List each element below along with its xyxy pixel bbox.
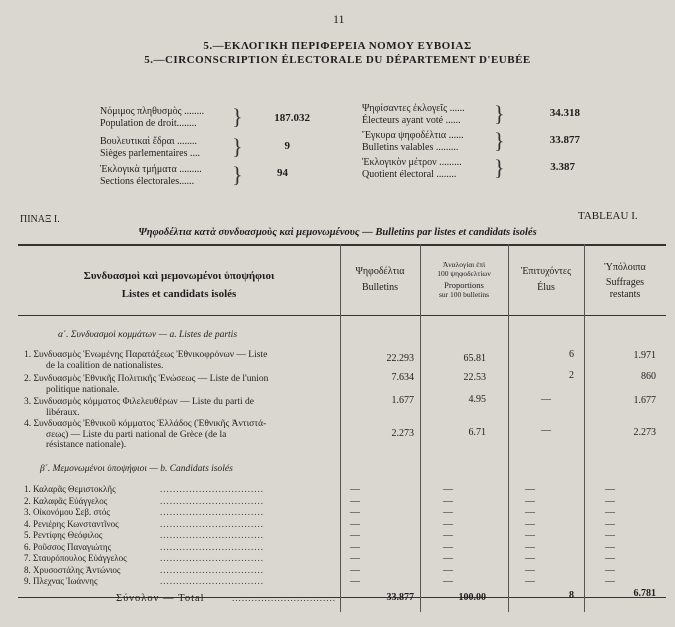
table-label-french: TABLEAU I. [578, 210, 638, 222]
empty-cell-dash: — [605, 507, 615, 518]
party-remaining: 2.273 [633, 427, 656, 438]
header-remaining [584, 262, 666, 301]
empty-cell-dash: — [443, 484, 453, 495]
party-remaining: 1.971 [633, 350, 656, 361]
header-proportions-gr1: Ἀναλογίαι ἐπὶ [442, 260, 486, 269]
header-remaining-fr1: Suffrages [605, 277, 645, 288]
header-elected-gr: Ἐπιτυχόντες [520, 266, 572, 277]
brace-icon: } [494, 101, 505, 126]
header-proportions [420, 260, 508, 299]
header-proportions-fr1: Proportions [444, 280, 484, 290]
table-title: Ψηφοδέλτια κατὰ συνδυασμοὺς καὶ μεμονωμένους — Bulletins par listes et candidats isolés [138, 227, 537, 238]
summary-seats-gr: Βουλευτικαὶ ἕδραι ........ [100, 136, 198, 147]
party-line: libéraux. [46, 407, 80, 418]
empty-cell-dash: — [443, 519, 453, 530]
summary-voters-gr: Ψηφίσαντες ἐκλογεῖς ...... [362, 103, 465, 114]
candidate-name: 6. Ροῦσσος Παναγιώτης [24, 542, 112, 552]
candidate-name: 3. Οἰκονόμου Σεβ. στός [24, 507, 110, 517]
empty-cell-dash: — [605, 519, 615, 530]
empty-cell-dash: — [605, 565, 615, 576]
summary-valid-label [362, 130, 464, 154]
party-elected: 6 [569, 349, 574, 360]
empty-cell-dash: — [350, 484, 360, 495]
summary-sections-gr: Ἐκλογικὰ τμήματα ......... [100, 164, 202, 175]
table-top-rule [18, 244, 666, 246]
party-elected: 2 [569, 370, 574, 381]
leader-dots: ................................ [160, 553, 264, 563]
party-bulletins: 1.677 [391, 395, 414, 406]
empty-cell-dash: — [350, 542, 360, 553]
empty-cell-dash: — [525, 565, 535, 576]
party-bulletins: 22.293 [386, 353, 414, 364]
header-bulletins-gr: Ψηφοδέλτια [355, 266, 405, 277]
empty-cell-dash: — [443, 542, 453, 553]
leader-dots: ................................ [160, 530, 264, 540]
party-line: σεως) — Liste du parti national de Grèce (de la [46, 429, 227, 440]
header-bulletins-fr: Bulletins [361, 282, 399, 293]
empty-cell-dash: — [605, 553, 615, 564]
total-dots: ................................ [232, 593, 336, 603]
summary-quotient-gr: Ἐκλογικὸν μέτρον ......... [362, 157, 462, 168]
empty-cell-dash: — [525, 542, 535, 553]
candidate-name: 7. Σταυρόπουλος Εὐάγγελος [24, 553, 127, 563]
brace-icon: } [232, 162, 243, 187]
party-line: 2. Συνδυασμὸς Ἐθνικῆς Πολιτικῆς Ἑνώσεως — Liste de l'union [24, 374, 269, 384]
empty-cell-dash: — [443, 507, 453, 518]
header-lists-fr: Listes et candidats isolés [121, 288, 237, 300]
summary-valid-gr: Ἔγκυρα ψηφοδέλτια ...... [362, 130, 464, 141]
total-proportion: 100.00 [458, 592, 486, 603]
empty-cell-dash: — [443, 553, 453, 564]
empty-cell-dash: — [443, 576, 453, 587]
empty-cell-dash: — [525, 519, 535, 530]
title-french: 5.—CIRCONSCRIPTION ÉLECTORALE DU DÉPARTEMENT D'EUBÉE [144, 54, 531, 66]
summary-seats-label [100, 136, 200, 160]
total-label: Σύνολον — Total [116, 593, 205, 604]
header-proportions-gr2: 100 ψηφοδελτίων [437, 269, 491, 278]
summary-population-label [100, 106, 204, 130]
brace-icon: } [232, 134, 243, 159]
summary-voters-value: 34.318 [549, 107, 580, 119]
empty-cell-dash: — [525, 553, 535, 564]
party-proportion: 6.71 [468, 427, 486, 438]
party-name [24, 374, 268, 395]
table-label-greek: ΠΙΝΑΞ Ι. [20, 214, 60, 225]
empty-cell-dash: — [525, 484, 535, 495]
empty-cell-dash: — [443, 565, 453, 576]
total-bulletins: 33.877 [386, 592, 414, 603]
summary-sections-fr: Sections électorales...... [100, 176, 195, 187]
summary-valid-value: 33.877 [549, 134, 580, 146]
section-isolated-candidates: β΄. Μεμονωμένοι ὑποψήφιοι — b. Candidats isolés [40, 464, 233, 474]
leader-dots: ................................ [160, 484, 264, 494]
summary-sections-label [100, 164, 202, 188]
brace-icon: } [494, 128, 505, 153]
leader-dots: ................................ [160, 519, 264, 529]
party-remaining: 860 [641, 371, 656, 382]
table-header-rule [18, 315, 666, 316]
header-bulletins [340, 266, 420, 294]
brace-icon: } [232, 104, 243, 129]
leader-dots: ................................ [160, 507, 264, 517]
empty-cell-dash: — [605, 576, 615, 587]
header-elected [508, 266, 584, 294]
party-name [24, 397, 254, 418]
party-line: politique nationale. [46, 384, 120, 395]
summary-valid-fr: Bulletins valables ......... [362, 142, 459, 153]
empty-cell-dash: — [525, 507, 535, 518]
party-line: 3. Συνδυασμὸς κόμματος Φιλελευθέρων — Liste du parti de [24, 397, 254, 407]
party-bulletins: 7.634 [391, 372, 414, 383]
header-remaining-gr: Ὑπόλοιπα [604, 262, 646, 273]
empty-cell-dash: — [443, 530, 453, 541]
summary-voters-label [362, 103, 465, 127]
summary-population-value: 187.032 [274, 112, 310, 124]
summary-population-fr: Population de droit........ [100, 118, 197, 129]
header-lists [18, 270, 340, 300]
empty-cell-dash: — [605, 496, 615, 507]
empty-cell-dash: — [605, 484, 615, 495]
leader-dots: ................................ [160, 576, 264, 586]
candidate-name: 2. Καλαφᾶς Εὐάγγελος [24, 496, 108, 506]
total-remaining: 6.781 [633, 588, 656, 599]
party-bulletins: 2.273 [391, 428, 414, 439]
party-proportion: 4.95 [468, 394, 486, 405]
header-lists-gr: Συνδυασμοὶ καὶ μεμονωμένοι ὑποψήφιοι [83, 270, 275, 282]
summary-population-gr: Νόμιμος πληθυσμὸς ........ [100, 106, 205, 117]
empty-cell-dash: — [605, 542, 615, 553]
title-greek: 5.—ΕΚΛΟΓΙΚΗ ΠΕΡΙΦΕΡΕΙΑ ΝΟΜΟΥ ΕΥΒΟΙΑΣ [203, 40, 472, 52]
party-line: 4. Συνδυασμὸς Ἐθνικοῦ κόμματος Ἑλλάδος (Ἐθνικῆς Ἀντιστά- [24, 419, 267, 429]
empty-cell-dash: — [350, 507, 360, 518]
candidate-name: 1. Καλαρᾶς Θεμιστοκλῆς [24, 484, 116, 494]
empty-cell-dash: — [443, 496, 453, 507]
section-party-lists: α΄. Συνδυασμοὶ κομμάτων — a. Listes de partis [58, 330, 238, 340]
brace-icon: } [494, 155, 505, 180]
party-line: de la coalition de nationalistes. [46, 360, 164, 371]
empty-cell-dash: — [350, 553, 360, 564]
empty-cell-dash: — [350, 565, 360, 576]
summary-quotient-label [362, 157, 462, 181]
header-proportions-fr2: sur 100 bulletins [439, 290, 489, 299]
party-line: 1. Συνδυασμὸς Ἑνωμένης Παρατάξεως Ἐθνικοφρόνων — Liste [24, 350, 268, 360]
summary-quotient-fr: Quotient électoral ........ [362, 169, 457, 180]
party-elected: — [541, 425, 551, 436]
candidate-name: 5. Ρεντίφης Θεόφιλος [24, 530, 103, 540]
party-proportion: 65.81 [463, 353, 486, 364]
empty-cell-dash: — [605, 530, 615, 541]
party-proportion: 22.53 [463, 372, 486, 383]
leader-dots: ................................ [160, 565, 264, 575]
empty-cell-dash: — [525, 496, 535, 507]
leader-dots: ................................ [160, 496, 264, 506]
party-line: résistance nationale). [46, 440, 127, 450]
summary-seats-value: 9 [284, 140, 290, 152]
summary-voters-fr: Électeurs ayant voté ...... [362, 115, 461, 126]
summary-seats-fr: Sièges parlementaires .... [100, 148, 200, 159]
empty-cell-dash: — [350, 519, 360, 530]
party-name [24, 419, 266, 451]
summary-sections-value: 94 [277, 167, 288, 179]
page-number: 11 [333, 12, 345, 26]
party-name [24, 350, 267, 371]
party-remaining: 1.677 [633, 395, 656, 406]
header-remaining-fr2: restants [609, 289, 641, 300]
header-elected-fr: Élus [537, 282, 555, 293]
empty-cell-dash: — [525, 530, 535, 541]
party-elected: — [541, 394, 551, 405]
empty-cell-dash: — [350, 530, 360, 541]
empty-cell-dash: — [525, 576, 535, 587]
empty-cell-dash: — [350, 576, 360, 587]
candidate-name: 8. Χρυσοστάλης Ἀντώνιος [24, 565, 121, 575]
summary-quotient-value: 3.387 [550, 161, 575, 173]
candidate-name: 9. Πλεχνας Ἰωάννης [24, 576, 98, 586]
candidate-name: 4. Ρενιέρης Κωνσταντῖνος [24, 519, 119, 529]
total-elected: 8 [569, 590, 574, 601]
leader-dots: ................................ [160, 542, 264, 552]
empty-cell-dash: — [350, 496, 360, 507]
